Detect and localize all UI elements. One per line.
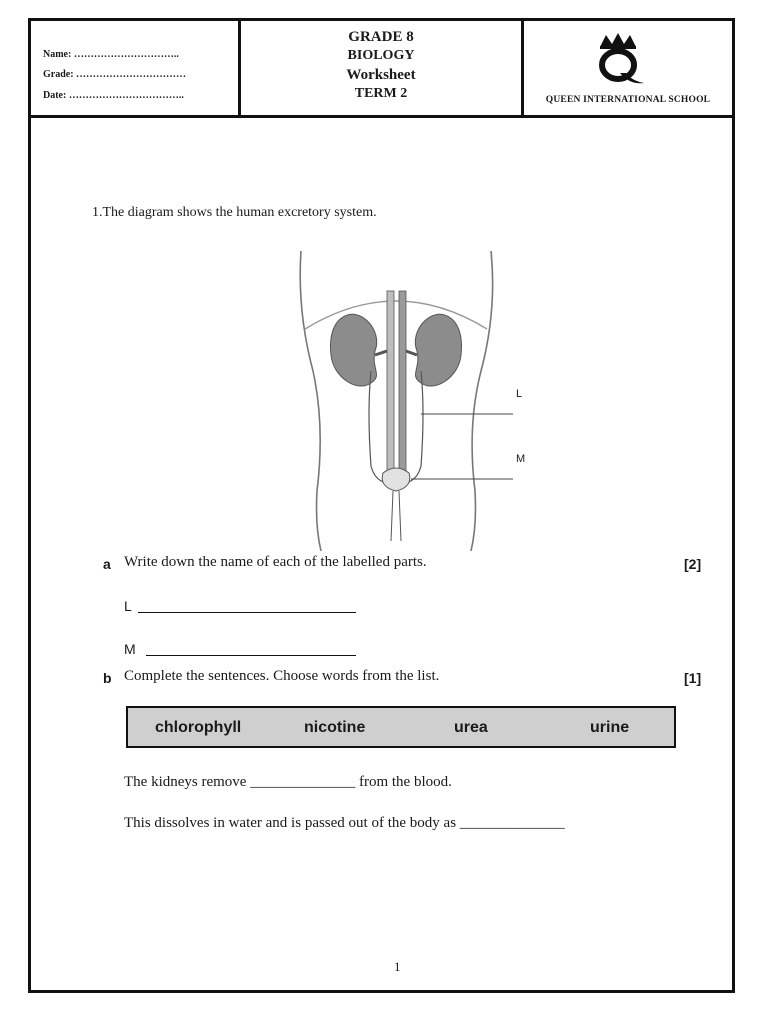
sentence-2-start: This dissolves in water and is passed out of the body as — [124, 815, 457, 831]
word-list-box — [126, 706, 676, 748]
question-1 — [92, 205, 377, 221]
label-m: M — [516, 453, 526, 465]
page-number: 1 — [394, 959, 401, 974]
question-number: 1. — [92, 205, 103, 220]
worksheet-title: Worksheet — [346, 67, 416, 83]
worksheet-body — [31, 21, 732, 990]
part-b-letter: b — [103, 670, 112, 686]
name-line: Name: ………………………….. — [43, 49, 179, 60]
sentence-1-start: The kidneys remove — [124, 774, 247, 790]
sentence-1-blank[interactable]: ______________ — [250, 774, 356, 790]
word-urea: urea — [454, 719, 488, 736]
sentence-2 — [124, 815, 565, 832]
date-line: Date: …………………………….. — [43, 90, 184, 101]
sentence-1 — [124, 774, 452, 791]
grade-line: Grade: …………………………… — [43, 69, 187, 80]
school-name: QUEEN INTERNATIONAL SCHOOL — [545, 95, 711, 105]
part-a-marks: [2] — [684, 556, 702, 572]
sentence-1-end: from the blood. — [358, 774, 452, 790]
part-a-text: Write down the name of each of the labelled parts. — [124, 554, 427, 570]
worksheet-page — [28, 18, 735, 993]
excretory-system-diagram — [291, 251, 531, 551]
blank-label-l: L — [124, 598, 132, 614]
word-chlorophyll: chlorophyll — [155, 719, 242, 736]
question-1-text: The diagram shows the human excretory system. — [102, 205, 377, 220]
part-b-text: Complete the sentences. Choose words from the list. — [124, 668, 440, 684]
part-a-letter: a — [103, 556, 111, 572]
answer-line-m[interactable] — [146, 655, 356, 656]
part-b-marks: [1] — [684, 670, 702, 686]
term-title: TERM 2 — [354, 86, 408, 101]
sentence-2-blank[interactable]: ______________ — [459, 815, 565, 831]
answer-line-l[interactable] — [138, 612, 356, 613]
label-l: L — [516, 388, 523, 400]
word-nicotine: nicotine — [304, 719, 366, 736]
blank-label-m: M — [124, 641, 136, 657]
grade-title: GRADE 8 — [348, 29, 414, 45]
subject-title: BIOLOGY — [347, 48, 415, 63]
word-urine: urine — [590, 719, 630, 736]
